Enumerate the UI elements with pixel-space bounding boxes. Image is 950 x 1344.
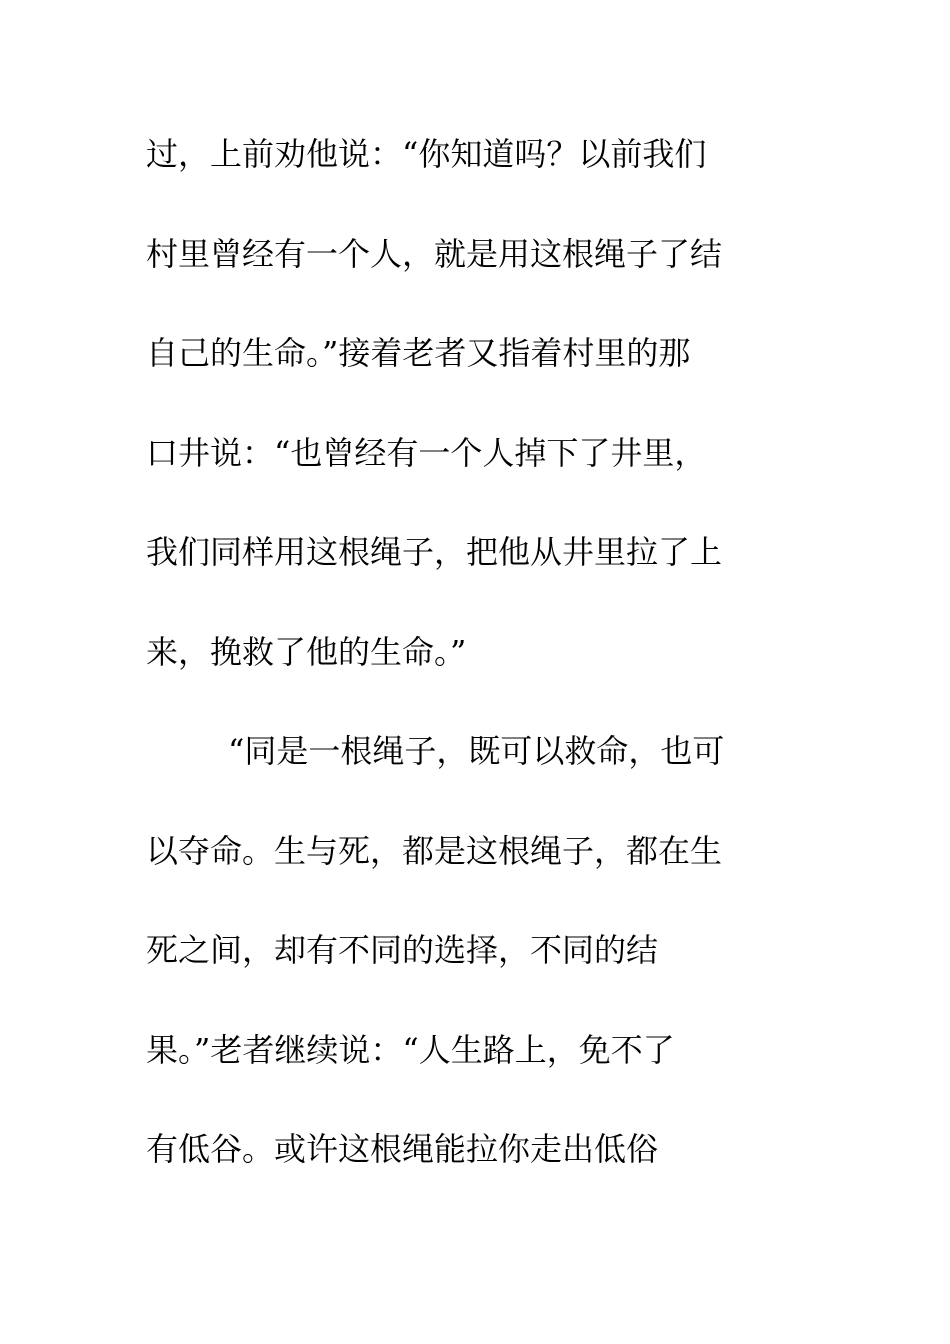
text-line: 以夺命。生与死，都是这根绳子，都在生 (146, 831, 723, 870)
text-line: 有低谷。或许这根绳能拉你走出低俗 (146, 1130, 659, 1168)
text-line: 村里曾经有一个人，就是用这根绳子了结 (146, 234, 723, 273)
text-line: 果。”老者继续说：“人生路上，免不了 (146, 1030, 675, 1069)
body-text (146, 126, 786, 1221)
text-line: 我们同样用这根绳子，把他从井里拉了上 (146, 533, 723, 571)
text-line: 来，挽救了他的生命。” (146, 632, 467, 671)
text-line: 口井说：“也曾经有一个人掉下了井里， (146, 433, 707, 472)
text-line: 过，上前劝他说：“你知道吗？以前我们 (146, 135, 707, 173)
text-line: 死之间，却有不同的选择，不同的结 (146, 931, 659, 969)
paragraph-start-line: “同是一根绳子，既可以救命，也可 (228, 732, 725, 770)
text-line: 自己的生命。”接着老者又指着村里的那 (146, 334, 691, 372)
